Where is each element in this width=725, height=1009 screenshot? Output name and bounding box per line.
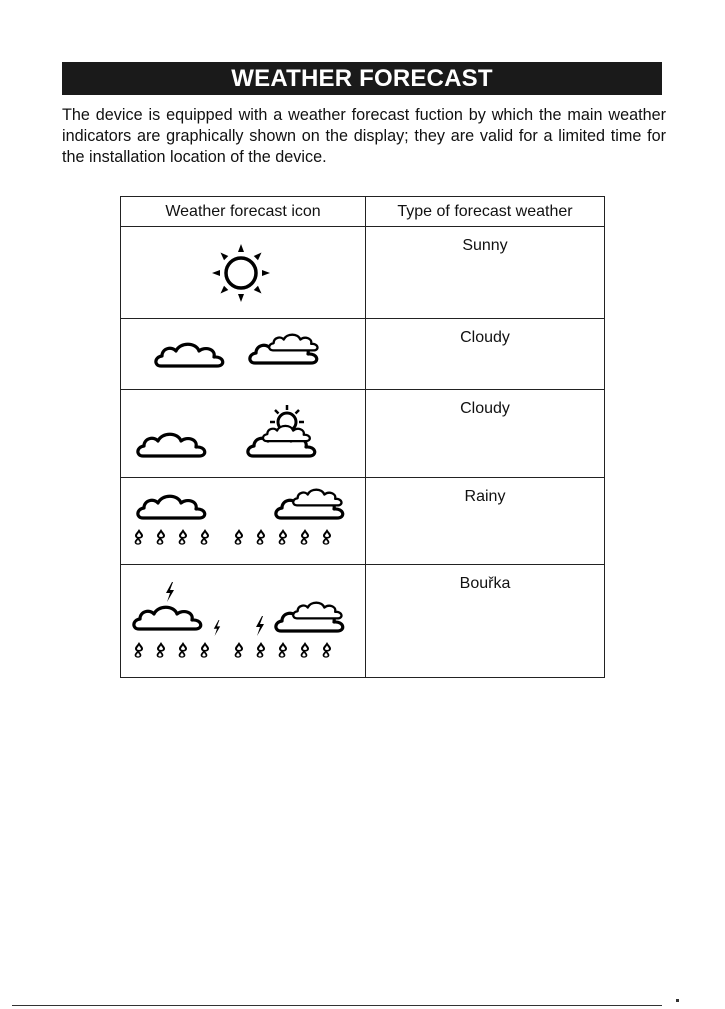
icon-cell (121, 390, 366, 478)
icon-cell (121, 565, 366, 678)
forecast-label: Rainy (366, 478, 605, 565)
icon-cell (121, 227, 366, 319)
table-row (121, 390, 605, 478)
forecast-label: Sunny (366, 227, 605, 319)
table-row (121, 565, 605, 678)
forecast-label: Bouřka (366, 565, 605, 678)
forecast-label: Cloudy (366, 390, 605, 478)
table-row (121, 478, 605, 565)
storm-icon (121, 570, 365, 672)
column-header-type: Type of forecast weather (366, 197, 605, 227)
table-row (121, 227, 605, 319)
table-header-row (121, 197, 605, 227)
icon-cell (121, 478, 366, 565)
sunny-icon (121, 232, 365, 313)
footer-divider (12, 1005, 662, 1006)
column-header-icon: Weather forecast icon (121, 197, 366, 227)
partly-cloudy-icon (121, 395, 365, 472)
page-title: WEATHER FORECAST (231, 64, 493, 92)
cloudy-icon (121, 324, 365, 384)
weather-forecast-table (120, 196, 605, 678)
icon-cell (121, 319, 366, 390)
forecast-label: Cloudy (366, 319, 605, 390)
rainy-icon (121, 483, 365, 559)
title-bar (62, 62, 662, 95)
intro-paragraph: The device is equipped with a weather forecast fuction by which the main weather indicators are graphically shown on the display; they are valid for a limited time for the installation location of the device. (62, 106, 666, 166)
footer-mark (676, 999, 679, 1002)
table-row (121, 319, 605, 390)
